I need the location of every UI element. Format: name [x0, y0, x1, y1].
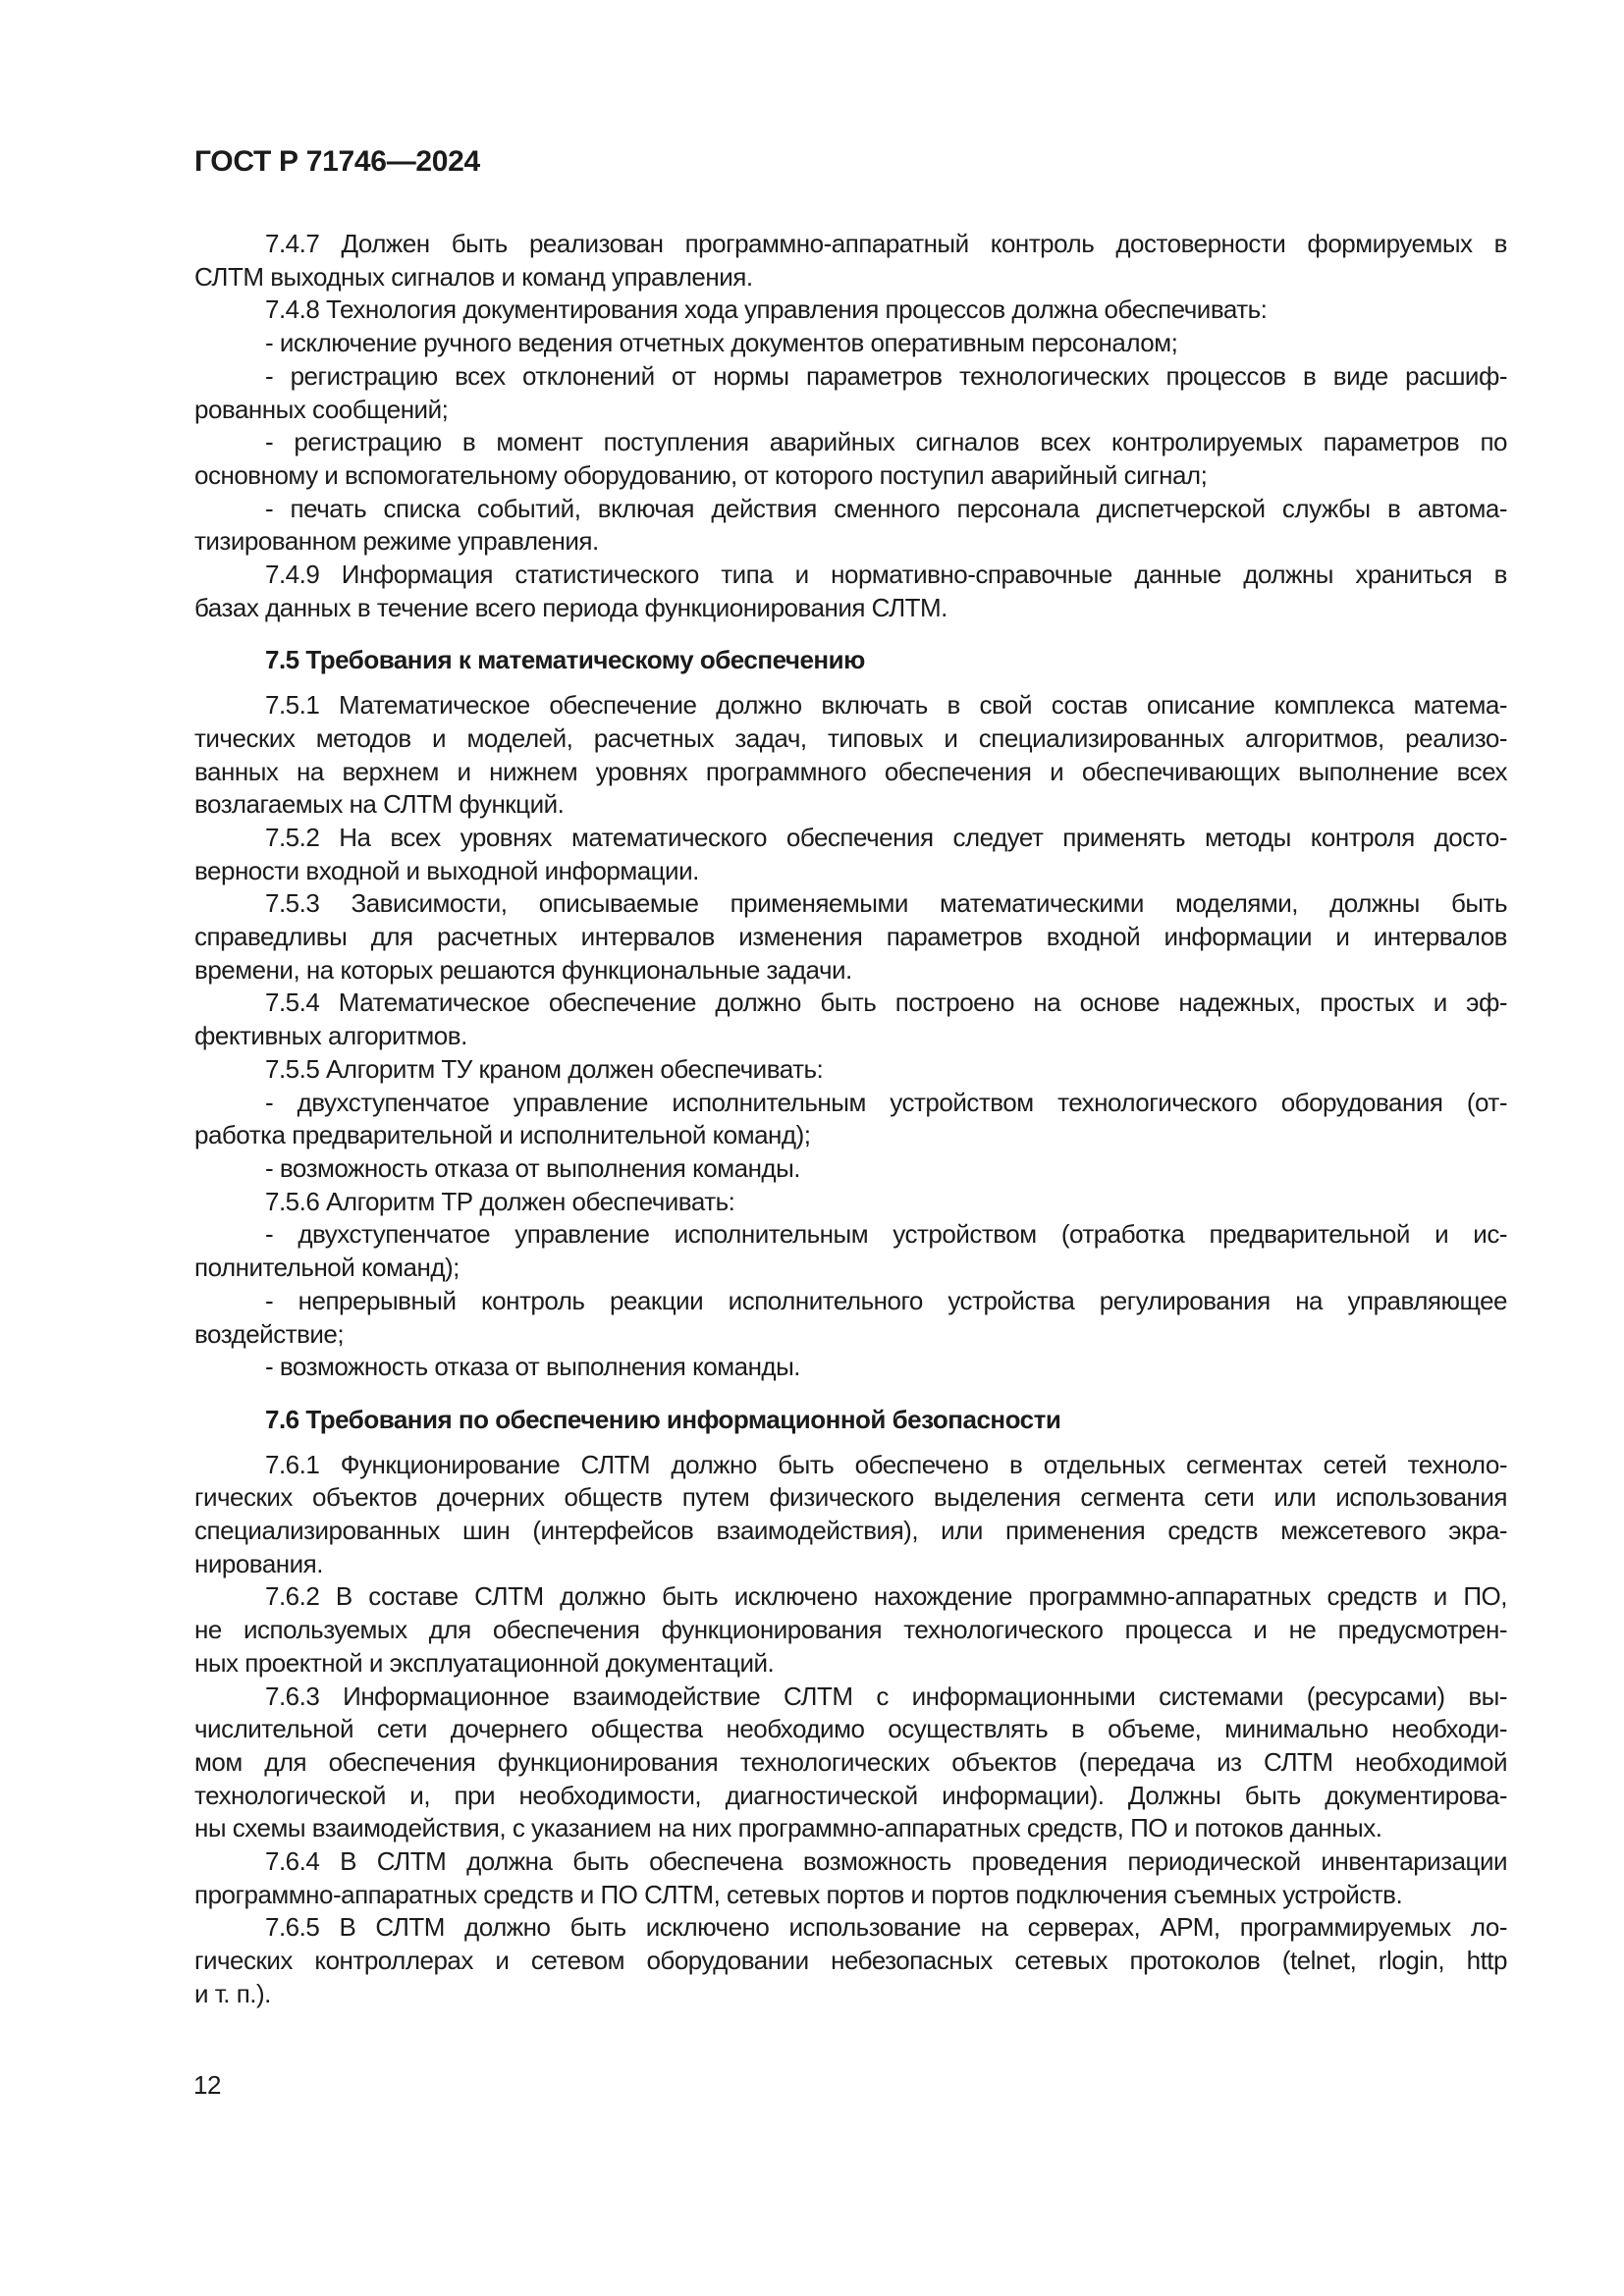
text-line: - возможность отказа от выполнения команды. — [265, 1152, 801, 1183]
text-line: гических контроллерах и сетевом оборудовании небезопасных сетевых протоколов (telnet, rlogin, http — [194, 1946, 1507, 1976]
text-line: верности входной и выходной информации. — [194, 855, 699, 885]
text-line: 7.5.2 На всех уровнях математического обеспечения следует применять методы контроля досто- — [265, 822, 1507, 852]
text-line: 7.4.7 Должен быть реализован программно-аппаратный контроль достоверности формируемых в — [265, 229, 1507, 258]
paragraph — [194, 559, 1507, 624]
paragraph — [194, 1285, 1507, 1351]
text-line: тических методов и моделей, расчетных задач, типовых и специализированных алгоритмов, реализо- — [194, 722, 1507, 753]
text-line: специализированных шин (интерфейсов взаимодействия), или применения средств межсетевого экра- — [194, 1516, 1507, 1546]
text-line: и т. п.). — [194, 1978, 271, 2008]
section-heading — [194, 644, 1507, 677]
text-line: 7.4.9 Информация статистического типа и нормативно-справочные данные должны храниться в — [265, 560, 1507, 590]
text-line: 7.5.5 Алгоритм ТУ краном должен обеспечивать: — [265, 1053, 824, 1084]
text-line: 7.5.1 Математическое обеспечение должно включать в свой состав описание комплекса матема- — [265, 690, 1507, 721]
text-line: - регистрацию всех отклонений от нормы параметров технологических процессов в виде расшиф- — [265, 360, 1507, 391]
text-line: 7.6.4 В СЛТМ должна быть обеспечена возможность проведения периодической инвентаризации — [265, 1846, 1507, 1877]
paragraph — [194, 426, 1507, 492]
text-line: - двухступенчатое управление исполнительным устройством (отработка предварительной и ис- — [265, 1219, 1507, 1250]
text-line: справедливы для расчетных интервалов изменения параметров входной информации и интервалов — [194, 922, 1507, 952]
paragraph — [194, 1580, 1507, 1680]
text-line: числительной сети дочернего общества необходимо осуществлять в объеме, минимально необходи- — [194, 1714, 1507, 1744]
text-line: - непрерывный контроль реакции исполнительного устройства регулирования на управляющее — [265, 1285, 1507, 1315]
paragraph — [194, 493, 1507, 559]
text-line: 7.4.8 Технология документирования хода управления процессов должна обеспечивать: — [265, 294, 1268, 325]
text-line: тизированном режиме управления. — [194, 526, 599, 557]
text-line: ны схемы взаимодействия, с указанием на них программно-аппаратных средств, ПО и потоков данных. — [194, 1813, 1382, 1843]
text-line: 7.6.3 Информационное взаимодействие СЛТМ с информационными системами (ресурсами) вы- — [265, 1681, 1507, 1711]
paragraph — [194, 294, 1507, 327]
text-line: гических объектов дочерних обществ путем физического выделения сегмента сети или использования — [194, 1482, 1507, 1513]
paragraph — [194, 1351, 1507, 1384]
paragraph — [194, 327, 1507, 360]
text-line: - двухступенчатое управление исполнительным устройством технологического оборудования (от- — [265, 1087, 1507, 1117]
text-line: - возможность отказа от выполнения команды. — [265, 1352, 801, 1382]
text-line: технологической и, при необходимости, диагностической информации). Должны быть документирова- — [194, 1780, 1507, 1810]
text-line: - печать списка событий, включая действия сменного персонала диспетчерской службы в автома- — [265, 493, 1507, 523]
text-line: 7.6.1 Функционирование СЛТМ должно быть обеспечено в отдельных сегментах сетей техноло- — [265, 1449, 1507, 1479]
paragraph — [194, 1152, 1507, 1186]
paragraph — [194, 1681, 1507, 1846]
text-line: мом для обеспечения функционирования технологических объектов (передача из СЛТМ необходимой — [194, 1746, 1507, 1777]
text-line: воздействие; — [194, 1318, 345, 1349]
text-line: - исключение ручного ведения отчетных документов оперативным персоналом; — [265, 328, 1178, 358]
text-line: 7.5.4 Математическое обеспечение должно быть построено на основе надежных, простых и эф- — [265, 988, 1507, 1018]
text-line: возлагаемых на СЛТМ функций. — [194, 789, 565, 820]
text-line: фективных алгоритмов. — [194, 1021, 467, 1051]
text-line: не используемых для обеспечения функционирования технологического процесса и не предусмотрен- — [194, 1615, 1507, 1645]
paragraph — [194, 887, 1507, 987]
text-line: - регистрацию в момент поступления аварийных сигналов всех контролируемых параметров по — [265, 427, 1507, 457]
text-line: 7.5.3 Зависимости, описываемые применяемыми математическими моделями, должны быть — [265, 888, 1507, 919]
text-line: 7.6.5 В СЛТМ должно быть исключено использование на серверах, АРМ, программируемых ло- — [265, 1912, 1507, 1943]
text-line: 7.5.6 Алгоритм ТР должен обеспечивать: — [265, 1186, 735, 1216]
paragraph — [194, 689, 1507, 822]
paragraph — [194, 1911, 1507, 2010]
text-line: ванных на верхнем и нижнем уровнях программного обеспечения и обеспечивающих выполнение всех — [194, 756, 1507, 786]
paragraph — [194, 822, 1507, 887]
text-line: работка предварительной и исполнительной команд); — [194, 1120, 811, 1150]
paragraph — [194, 1449, 1507, 1581]
heading-line: 7.6 Требования по обеспечению информационной безопасности — [265, 1404, 1061, 1434]
paragraph — [194, 1186, 1507, 1219]
text-line: СЛТМ выходных сигналов и команд управления. — [194, 261, 753, 292]
standard-designation: ГОСТ Р 71746—2024 — [194, 145, 480, 178]
text-line: полнительной команд); — [194, 1253, 460, 1283]
text-line: 7.6.2 В составе СЛТМ должно быть исключено нахождение программно-аппаратных средств и ПО, — [265, 1581, 1507, 1612]
section-heading — [194, 1404, 1507, 1437]
paragraph — [194, 1087, 1507, 1152]
text-line: базах данных в течение всего периода функционирования СЛТМ. — [194, 592, 947, 622]
text-line: программно-аппаратных средств и ПО СЛТМ, сетевых портов и портов подключения съемных устройств. — [194, 1879, 1403, 1909]
paragraph — [194, 228, 1507, 294]
paragraph — [194, 1218, 1507, 1284]
paragraph — [194, 987, 1507, 1052]
text-line: рованных сообщений; — [194, 394, 449, 424]
paragraph — [194, 1053, 1507, 1087]
paragraph — [194, 360, 1507, 426]
document-body — [194, 228, 1507, 2011]
paragraph — [194, 1845, 1507, 1911]
page-number: 12 — [193, 2070, 221, 2100]
text-line: основному и вспомогательному оборудованию, от которого поступил аварийный сигнал; — [194, 459, 1208, 490]
heading-line: 7.5 Требования к математическому обеспечению — [265, 645, 865, 675]
text-line: времени, на которых решаются функциональные задачи. — [194, 954, 852, 985]
text-line: нирования. — [194, 1548, 323, 1578]
text-line: ных проектной и эксплуатационной документаций. — [194, 1647, 775, 1678]
